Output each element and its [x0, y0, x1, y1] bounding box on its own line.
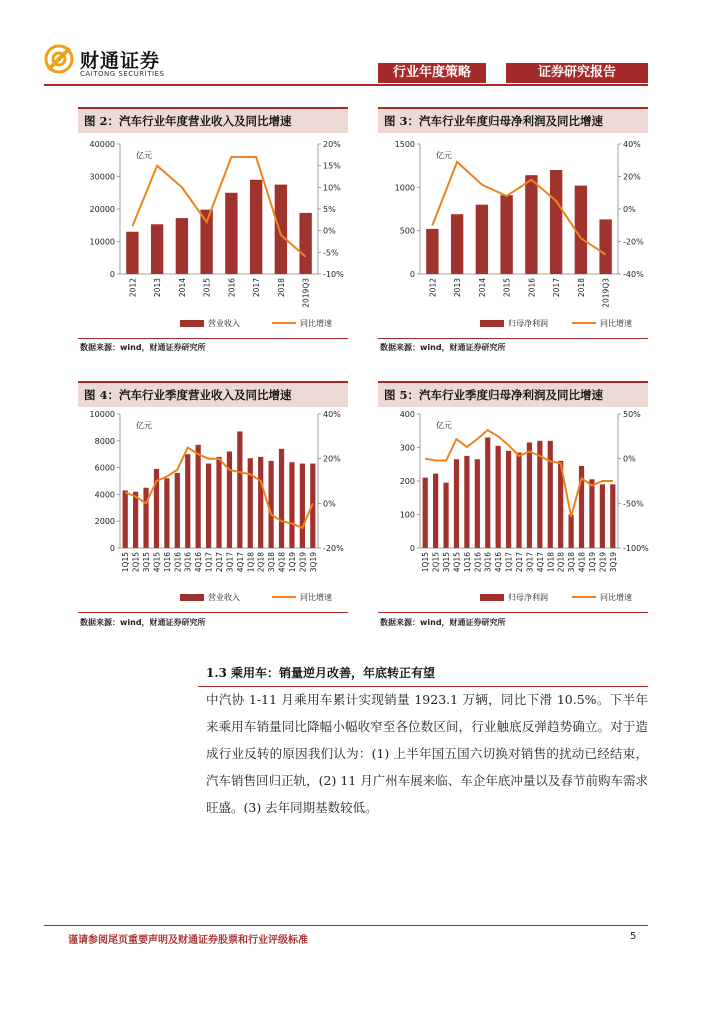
quarterly-revenue-chart — [78, 406, 358, 610]
x-tick-label: 2Q19 — [298, 552, 308, 573]
x-tick-label: 4Q17 — [535, 552, 545, 573]
x-tick-label: 2015 — [202, 278, 212, 298]
bar — [485, 437, 490, 548]
x-tick-label: 3Q19 — [308, 552, 318, 573]
brand-name-en: CAITONG SECURITIES — [80, 70, 165, 78]
left-tick-label: 1500 — [394, 140, 415, 149]
x-tick-label: 2016 — [227, 278, 237, 298]
bar — [133, 492, 138, 548]
bar — [279, 449, 284, 548]
left-tick-label: 400 — [399, 410, 415, 419]
x-tick-label: 2Q16 — [173, 552, 183, 573]
left-tick-label: 0 — [109, 270, 115, 279]
bar — [548, 441, 553, 548]
x-tick-label: 1Q17 — [204, 552, 214, 573]
right-tick-label: 20% — [623, 172, 641, 182]
right-tick-label: 20% — [323, 140, 341, 149]
legend-bar-swatch — [180, 320, 204, 327]
bar — [423, 478, 428, 548]
x-tick-label: 4Q15 — [152, 552, 162, 573]
left-tick-label: 500 — [399, 226, 415, 236]
figure-source: 数据来源：wind，财通证券研究所 — [80, 618, 206, 627]
right-tick-label: 0% — [323, 499, 336, 509]
x-tick-label: 2Q18 — [556, 552, 566, 573]
x-tick-label: 1Q17 — [504, 552, 514, 573]
x-tick-label: 2019Q3 — [601, 278, 611, 308]
x-tick-label: 4Q18 — [277, 552, 287, 573]
x-tick-label: 1Q19 — [287, 552, 297, 573]
bar — [175, 473, 180, 548]
figure-title: 图 3：汽车行业年度归母净利润及同比增速 — [378, 109, 648, 133]
right-tick-label: 40% — [323, 410, 341, 419]
x-tick-label: 1Q16 — [162, 552, 172, 573]
right-tick-label: 15% — [323, 161, 341, 171]
left-tick-label: 10000 — [89, 237, 115, 247]
footer-disclaimer: 谨请参阅尾页重要声明及财通证券股票和行业评级标准 — [68, 935, 308, 946]
x-tick-label: 1Q16 — [462, 552, 472, 573]
bar — [250, 180, 262, 274]
bar — [600, 484, 605, 548]
bar — [227, 452, 232, 548]
left-tick-label: 20000 — [89, 205, 115, 214]
legend-line-label: 同比增速 — [300, 319, 332, 328]
legend-bar-label: 归母净利润 — [508, 593, 548, 602]
right-tick-label: 0% — [623, 454, 636, 464]
section-paragraph: 中汽协 1-11 月乘用车累计实现销量 1923.1 万辆，同比下滑 10.5%。下半年来乘用车销量同比降幅小幅收窄至各位数区间，行业触底反弹趋势确立。对于造成行业反转的原因我们认为：(1) 上半年国五国六切换对销售的扰动已经结束，汽车销售回归正轨，(2) 11 月广州车展来临、车企年底冲量以及春节前购车需求旺盛。(3) 去年同期基数较低。 — [206, 692, 648, 815]
x-tick-label: 2019Q3 — [301, 278, 311, 308]
bar — [433, 474, 438, 548]
bar — [143, 488, 148, 548]
bar — [589, 479, 594, 548]
x-tick-label: 2012 — [128, 278, 138, 298]
left-tick-label: 4000 — [94, 490, 115, 500]
report-category-tag: 证券研究报告 — [506, 63, 648, 83]
left-tick-label: 8000 — [94, 436, 115, 446]
figure-title: 图 4：汽车行业季度营业收入及同比增速 — [78, 383, 348, 407]
x-tick-label: 4Q15 — [452, 552, 462, 573]
left-tick-label: 0 — [409, 544, 415, 553]
bar — [299, 213, 311, 274]
bar — [237, 431, 242, 548]
legend-bar-swatch — [480, 594, 504, 601]
x-tick-label: 3Q15 — [142, 552, 152, 573]
legend-bar-label: 营业收入 — [208, 593, 240, 602]
section-heading: 1.3 乘用车：销量逆月改善，年底转正有望 — [206, 666, 436, 680]
left-tick-label: 300 — [399, 443, 415, 453]
unit-label: 亿元 — [436, 421, 452, 430]
bar — [454, 459, 459, 548]
bar — [275, 185, 287, 274]
right-tick-label: 20% — [323, 454, 341, 464]
annual-revenue-chart — [78, 136, 358, 336]
bar — [164, 478, 169, 548]
right-tick-label: 50% — [623, 410, 641, 419]
bar — [225, 193, 237, 274]
x-tick-label: 2014 — [477, 278, 487, 298]
bar — [451, 214, 463, 274]
bar — [599, 219, 611, 274]
bar — [289, 462, 294, 548]
x-tick-label: 3Q16 — [483, 552, 493, 573]
x-tick-label: 1Q15 — [421, 552, 431, 573]
bar — [123, 490, 128, 548]
left-tick-label: 0 — [409, 270, 415, 279]
legend-line-label: 同比增速 — [300, 593, 332, 602]
x-tick-label: 2Q17 — [515, 552, 524, 573]
source-rule — [78, 338, 348, 339]
bar — [151, 224, 163, 274]
bar — [516, 453, 521, 548]
x-tick-label: 2013 — [153, 278, 163, 298]
x-tick-label: 3Q17 — [525, 552, 535, 573]
left-tick-label: 200 — [399, 477, 415, 486]
figure-source: 数据来源：wind，财通证券研究所 — [380, 343, 506, 352]
bar — [216, 457, 221, 548]
bar — [496, 446, 501, 548]
x-tick-label: 3Q16 — [183, 552, 193, 573]
figure-source: 数据来源：wind，财通证券研究所 — [80, 343, 206, 352]
bar — [126, 232, 138, 274]
right-tick-label: 10% — [323, 183, 341, 193]
figure-source: 数据来源：wind，财通证券研究所 — [380, 618, 506, 627]
bar — [176, 218, 188, 274]
bar — [206, 464, 211, 548]
bar — [506, 451, 511, 548]
left-tick-label: 40000 — [89, 140, 115, 149]
left-tick-label: 2000 — [94, 517, 115, 527]
x-tick-label: 2012 — [428, 278, 438, 298]
bar — [248, 458, 253, 548]
page-number: 5 — [630, 931, 637, 942]
header-rule — [44, 84, 648, 86]
figure-title: 图 5：汽车行业季度归母净利润及同比增速 — [378, 383, 648, 407]
bar — [196, 445, 201, 548]
x-tick-label: 1Q19 — [587, 552, 597, 573]
source-rule — [78, 612, 348, 613]
legend-bar-label: 归母净利润 — [508, 319, 548, 328]
bar — [610, 484, 615, 548]
x-tick-label: 4Q17 — [235, 552, 245, 573]
x-tick-label: 2018 — [276, 278, 286, 298]
bar — [185, 454, 190, 548]
left-tick-label: 10000 — [89, 410, 115, 419]
x-tick-label: 2Q17 — [215, 552, 224, 573]
bar — [575, 186, 587, 274]
x-tick-label: 4Q16 — [494, 552, 504, 573]
bar — [269, 461, 274, 548]
annual-net-profit-chart — [378, 136, 658, 336]
x-tick-label: 2018 — [576, 278, 586, 298]
figure-title: 图 2：汽车行业年度营业收入及同比增速 — [78, 109, 348, 133]
right-tick-label: -50% — [623, 499, 644, 509]
x-tick-label: 2Q19 — [598, 552, 608, 573]
x-tick-label: 2Q18 — [256, 552, 266, 573]
source-rule — [378, 338, 648, 339]
x-tick-label: 2013 — [453, 278, 463, 298]
x-tick-label: 2Q16 — [473, 552, 483, 573]
x-tick-label: 2016 — [527, 278, 537, 298]
quarterly-net-profit-chart — [378, 406, 658, 610]
right-tick-label: -40% — [623, 270, 644, 279]
x-tick-label: 3Q17 — [225, 552, 235, 573]
bar — [426, 229, 438, 274]
bar — [258, 457, 263, 548]
right-tick-label: -5% — [323, 248, 339, 258]
x-tick-label: 2015 — [502, 278, 512, 298]
legend-bar-swatch — [180, 594, 204, 601]
right-tick-label: 40% — [623, 140, 641, 149]
left-tick-label: 6000 — [94, 463, 115, 473]
x-tick-label: 3Q15 — [442, 552, 452, 573]
right-tick-label: 5% — [323, 205, 336, 214]
x-tick-label: 3Q18 — [567, 552, 577, 573]
legend-bar-label: 营业收入 — [208, 319, 240, 328]
bar — [464, 456, 469, 548]
left-tick-label: 0 — [109, 544, 115, 553]
report-type-tag: 行业年度策略 — [378, 63, 486, 83]
legend-bar-swatch — [480, 320, 504, 327]
x-tick-label: 4Q16 — [194, 552, 204, 573]
left-tick-label: 100 — [399, 510, 415, 520]
x-tick-label: 1Q18 — [246, 552, 256, 573]
bar — [525, 175, 537, 274]
bar — [550, 170, 562, 274]
bar — [443, 483, 448, 548]
bar — [527, 442, 532, 548]
bar — [300, 464, 305, 548]
x-tick-label: 2Q15 — [431, 552, 441, 573]
right-tick-label: 0% — [623, 205, 636, 214]
right-tick-label: -20% — [323, 544, 344, 553]
right-tick-label: 0% — [323, 226, 336, 236]
footer-rule — [44, 925, 648, 926]
bar — [475, 459, 480, 548]
x-tick-label: 1Q18 — [546, 552, 556, 573]
x-tick-label: 2Q15 — [131, 552, 141, 573]
bar — [500, 195, 512, 274]
x-tick-label: 2017 — [252, 278, 262, 298]
x-tick-label: 2017 — [552, 278, 562, 298]
unit-label: 亿元 — [436, 151, 452, 160]
unit-label: 亿元 — [136, 151, 152, 160]
x-tick-label: 2014 — [177, 278, 187, 298]
brand-name: 财通证券 — [80, 50, 161, 72]
left-tick-label: 1000 — [394, 183, 415, 193]
right-tick-label: -10% — [323, 270, 344, 279]
x-tick-label: 3Q18 — [267, 552, 277, 573]
left-tick-label: 30000 — [89, 172, 115, 182]
legend-line-label: 同比增速 — [600, 319, 632, 328]
unit-label: 亿元 — [136, 421, 152, 430]
x-tick-label: 4Q18 — [577, 552, 587, 573]
x-tick-label: 3Q19 — [608, 552, 618, 573]
bar — [569, 515, 574, 549]
x-tick-label: 1Q15 — [121, 552, 131, 573]
right-tick-label: -20% — [623, 237, 644, 247]
legend-line-label: 同比增速 — [600, 593, 632, 602]
caitong-logo-icon — [44, 44, 74, 74]
right-tick-label: -100% — [623, 544, 649, 553]
source-rule — [378, 612, 648, 613]
bar — [476, 205, 488, 274]
